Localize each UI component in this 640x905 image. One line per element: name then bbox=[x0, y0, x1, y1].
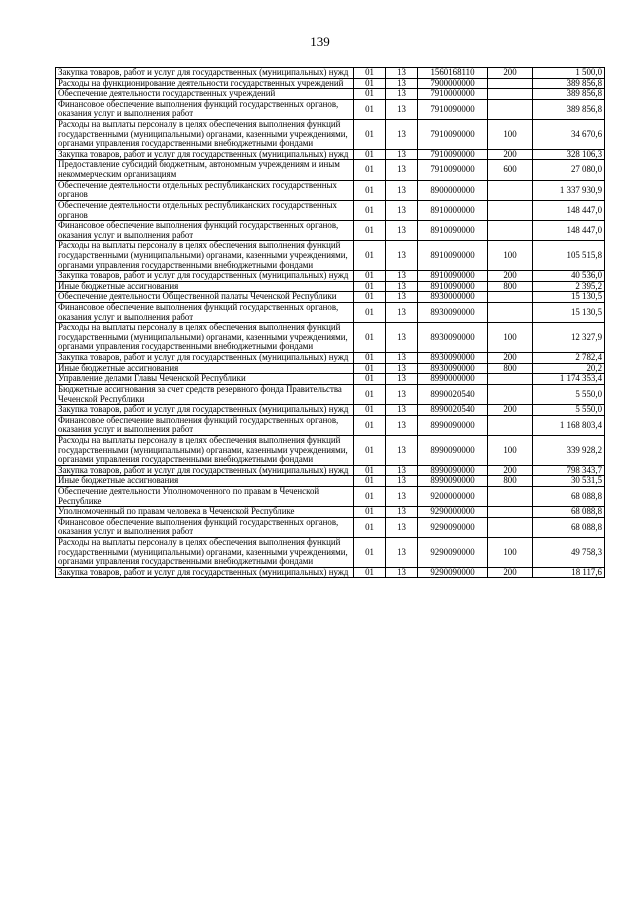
row-expense-type: 800 bbox=[488, 363, 533, 374]
row-expense-type bbox=[488, 78, 533, 89]
row-section: 01 bbox=[354, 271, 386, 282]
row-amount: 105 515,8 bbox=[533, 241, 605, 271]
row-section: 01 bbox=[354, 476, 386, 487]
row-subsection: 13 bbox=[386, 374, 418, 385]
table-row bbox=[56, 120, 605, 150]
row-subsection: 13 bbox=[386, 89, 418, 100]
row-expense-type bbox=[488, 486, 533, 506]
table-row bbox=[56, 160, 605, 180]
table-row bbox=[56, 89, 605, 100]
row-section: 01 bbox=[354, 241, 386, 271]
row-subsection: 13 bbox=[386, 507, 418, 518]
row-section: 01 bbox=[354, 68, 386, 79]
row-target-article: 9290090000 bbox=[418, 538, 488, 568]
row-target-article: 8990090000 bbox=[418, 415, 488, 435]
row-target-article: 7910090000 bbox=[418, 120, 488, 150]
row-section: 01 bbox=[354, 353, 386, 364]
row-amount: 30 531,5 bbox=[533, 476, 605, 487]
row-description: Бюджетные ассигнования за счет средств резервного фонда Правительства Чеченской Республики bbox=[56, 384, 354, 404]
row-subsection: 13 bbox=[386, 567, 418, 578]
row-description: Финансовое обеспечение выполнения функций государственных органов, оказания услуг и выполнения работ bbox=[56, 221, 354, 241]
row-target-article: 8930090000 bbox=[418, 303, 488, 323]
row-target-article: 8990020540 bbox=[418, 384, 488, 404]
row-description: Обеспечение деятельности отдельных республиканских государственных органов bbox=[56, 180, 354, 200]
row-subsection: 13 bbox=[386, 517, 418, 537]
row-description: Закупка товаров, работ и услуг для государственных (муниципальных) нужд bbox=[56, 405, 354, 416]
row-section: 01 bbox=[354, 517, 386, 537]
row-amount: 1 174 353,4 bbox=[533, 374, 605, 385]
row-target-article: 9290000000 bbox=[418, 507, 488, 518]
row-subsection: 13 bbox=[386, 435, 418, 465]
row-section: 01 bbox=[354, 465, 386, 476]
row-section: 01 bbox=[354, 538, 386, 568]
row-description: Управление делами Главы Чеченской Республики bbox=[56, 374, 354, 385]
table-row bbox=[56, 180, 605, 200]
row-amount: 2 395,2 bbox=[533, 281, 605, 292]
row-target-article: 7910090000 bbox=[418, 99, 488, 119]
budget-table-body bbox=[56, 68, 605, 578]
row-target-article: 8910090000 bbox=[418, 221, 488, 241]
row-amount: 49 758,3 bbox=[533, 538, 605, 568]
row-expense-type bbox=[488, 517, 533, 537]
row-expense-type: 800 bbox=[488, 281, 533, 292]
row-expense-type bbox=[488, 384, 533, 404]
table-row bbox=[56, 415, 605, 435]
row-expense-type: 100 bbox=[488, 435, 533, 465]
row-amount: 1 337 930,9 bbox=[533, 180, 605, 200]
row-expense-type: 100 bbox=[488, 241, 533, 271]
row-subsection: 13 bbox=[386, 465, 418, 476]
row-expense-type: 200 bbox=[488, 68, 533, 79]
row-description: Закупка товаров, работ и услуг для государственных (муниципальных) нужд bbox=[56, 68, 354, 79]
row-expense-type: 200 bbox=[488, 149, 533, 160]
row-section: 01 bbox=[354, 78, 386, 89]
row-target-article: 7900000000 bbox=[418, 78, 488, 89]
row-target-article: 7910000000 bbox=[418, 89, 488, 100]
row-subsection: 13 bbox=[386, 68, 418, 79]
row-subsection: 13 bbox=[386, 221, 418, 241]
row-description: Обеспечение деятельности Уполномоченного по правам в Чеченской Республике bbox=[56, 486, 354, 506]
row-subsection: 13 bbox=[386, 149, 418, 160]
row-amount: 798 343,7 bbox=[533, 465, 605, 476]
row-amount: 389 856,8 bbox=[533, 89, 605, 100]
row-section: 01 bbox=[354, 221, 386, 241]
row-target-article: 7910090000 bbox=[418, 149, 488, 160]
row-amount: 15 130,5 bbox=[533, 292, 605, 303]
row-description: Иные бюджетные ассигнования bbox=[56, 281, 354, 292]
row-section: 01 bbox=[354, 405, 386, 416]
row-target-article: 8910000000 bbox=[418, 200, 488, 220]
row-target-article: 8930090000 bbox=[418, 323, 488, 353]
row-expense-type bbox=[488, 99, 533, 119]
row-description: Финансовое обеспечение выполнения функций государственных органов, оказания услуг и выполнения работ bbox=[56, 303, 354, 323]
table-row bbox=[56, 221, 605, 241]
row-section: 01 bbox=[354, 374, 386, 385]
row-section: 01 bbox=[354, 303, 386, 323]
row-target-article: 9290090000 bbox=[418, 567, 488, 578]
row-amount: 12 327,9 bbox=[533, 323, 605, 353]
row-section: 01 bbox=[354, 323, 386, 353]
table-row bbox=[56, 271, 605, 282]
row-target-article: 8910090000 bbox=[418, 241, 488, 271]
row-amount: 68 088,8 bbox=[533, 486, 605, 506]
row-description: Расходы на выплаты персоналу в целях обеспечения выполнения функций государственными (муниципальными) органами, казенными учреждениями, органами управления государственными внебюджетными фондами bbox=[56, 323, 354, 353]
row-description: Обеспечение деятельности отдельных республиканских государственных органов bbox=[56, 200, 354, 220]
page-number: 139 bbox=[310, 34, 330, 49]
row-description: Иные бюджетные ассигнования bbox=[56, 476, 354, 487]
row-subsection: 13 bbox=[386, 200, 418, 220]
row-amount: 15 130,5 bbox=[533, 303, 605, 323]
table-row bbox=[56, 281, 605, 292]
row-target-article: 9290090000 bbox=[418, 517, 488, 537]
row-subsection: 13 bbox=[386, 538, 418, 568]
row-section: 01 bbox=[354, 281, 386, 292]
row-subsection: 13 bbox=[386, 323, 418, 353]
row-section: 01 bbox=[354, 567, 386, 578]
row-target-article: 8990000000 bbox=[418, 374, 488, 385]
row-expense-type bbox=[488, 89, 533, 100]
table-row bbox=[56, 292, 605, 303]
row-expense-type bbox=[488, 374, 533, 385]
row-description: Иные бюджетные ассигнования bbox=[56, 363, 354, 374]
row-section: 01 bbox=[354, 120, 386, 150]
row-section: 01 bbox=[354, 363, 386, 374]
table-row bbox=[56, 78, 605, 89]
row-subsection: 13 bbox=[386, 241, 418, 271]
row-expense-type bbox=[488, 292, 533, 303]
row-section: 01 bbox=[354, 99, 386, 119]
row-target-article: 8990090000 bbox=[418, 435, 488, 465]
table-row bbox=[56, 405, 605, 416]
row-expense-type: 100 bbox=[488, 538, 533, 568]
row-target-article: 8910090000 bbox=[418, 281, 488, 292]
row-section: 01 bbox=[354, 160, 386, 180]
table-row bbox=[56, 200, 605, 220]
row-amount: 68 088,8 bbox=[533, 507, 605, 518]
row-section: 01 bbox=[354, 200, 386, 220]
row-section: 01 bbox=[354, 507, 386, 518]
row-target-article: 9200000000 bbox=[418, 486, 488, 506]
row-amount: 389 856,8 bbox=[533, 78, 605, 89]
row-expense-type: 100 bbox=[488, 120, 533, 150]
row-target-article: 8990090000 bbox=[418, 476, 488, 487]
row-expense-type bbox=[488, 507, 533, 518]
row-subsection: 13 bbox=[386, 271, 418, 282]
row-amount: 34 670,6 bbox=[533, 120, 605, 150]
row-amount: 20,2 bbox=[533, 363, 605, 374]
row-expense-type bbox=[488, 180, 533, 200]
row-expense-type: 200 bbox=[488, 271, 533, 282]
table-row bbox=[56, 241, 605, 271]
row-expense-type: 800 bbox=[488, 476, 533, 487]
row-amount: 389 856,8 bbox=[533, 99, 605, 119]
row-description: Закупка товаров, работ и услуг для государственных (муниципальных) нужд bbox=[56, 353, 354, 364]
table-row bbox=[56, 476, 605, 487]
table-row bbox=[56, 99, 605, 119]
row-target-article: 8990020540 bbox=[418, 405, 488, 416]
row-subsection: 13 bbox=[386, 384, 418, 404]
row-amount: 1 500,0 bbox=[533, 68, 605, 79]
row-amount: 339 928,2 bbox=[533, 435, 605, 465]
row-subsection: 13 bbox=[386, 99, 418, 119]
row-subsection: 13 bbox=[386, 353, 418, 364]
row-description: Финансовое обеспечение выполнения функций государственных органов, оказания услуг и выполнения работ bbox=[56, 517, 354, 537]
table-row bbox=[56, 303, 605, 323]
row-section: 01 bbox=[354, 384, 386, 404]
row-description: Закупка товаров, работ и услуг для государственных (муниципальных) нужд bbox=[56, 149, 354, 160]
row-amount: 1 168 803,4 bbox=[533, 415, 605, 435]
table-row bbox=[56, 567, 605, 578]
table-row bbox=[56, 363, 605, 374]
row-subsection: 13 bbox=[386, 405, 418, 416]
row-subsection: 13 bbox=[386, 363, 418, 374]
row-amount: 2 782,4 bbox=[533, 353, 605, 364]
row-section: 01 bbox=[354, 292, 386, 303]
row-subsection: 13 bbox=[386, 292, 418, 303]
row-description: Финансовое обеспечение выполнения функций государственных органов, оказания услуг и выполнения работ bbox=[56, 415, 354, 435]
row-section: 01 bbox=[354, 486, 386, 506]
row-expense-type: 200 bbox=[488, 465, 533, 476]
row-section: 01 bbox=[354, 435, 386, 465]
row-description: Закупка товаров, работ и услуг для государственных (муниципальных) нужд bbox=[56, 567, 354, 578]
row-description: Расходы на выплаты персоналу в целях обеспечения выполнения функций государственными (муниципальными) органами, казенными учреждениями, органами управления государственными внебюджетными фондами bbox=[56, 538, 354, 568]
row-description: Закупка товаров, работ и услуг для государственных (муниципальных) нужд bbox=[56, 465, 354, 476]
row-description: Предоставление субсидий бюджетным, автономным учреждениям и иным некоммерческим организациям bbox=[56, 160, 354, 180]
row-subsection: 13 bbox=[386, 120, 418, 150]
row-description: Расходы на выплаты персоналу в целях обеспечения выполнения функций государственными (муниципальными) органами, казенными учреждениями, органами управления государственными внебюджетными фондами bbox=[56, 435, 354, 465]
row-subsection: 13 bbox=[386, 180, 418, 200]
table-row bbox=[56, 435, 605, 465]
row-target-article: 8990090000 bbox=[418, 465, 488, 476]
row-subsection: 13 bbox=[386, 476, 418, 487]
row-section: 01 bbox=[354, 89, 386, 100]
row-description: Финансовое обеспечение выполнения функций государственных органов, оказания услуг и выполнения работ bbox=[56, 99, 354, 119]
table-row bbox=[56, 68, 605, 79]
row-expense-type: 100 bbox=[488, 323, 533, 353]
row-amount: 68 088,8 bbox=[533, 517, 605, 537]
row-amount: 328 106,3 bbox=[533, 149, 605, 160]
row-subsection: 13 bbox=[386, 281, 418, 292]
row-subsection: 13 bbox=[386, 160, 418, 180]
row-description: Обеспечение деятельности государственных учреждений bbox=[56, 89, 354, 100]
row-section: 01 bbox=[354, 180, 386, 200]
row-description: Обеспечение деятельности Общественной палаты Чеченской Республики bbox=[56, 292, 354, 303]
row-expense-type: 200 bbox=[488, 405, 533, 416]
table-row bbox=[56, 538, 605, 568]
row-expense-type bbox=[488, 415, 533, 435]
row-description: Уполномоченный по правам человека в Чеченской Республике bbox=[56, 507, 354, 518]
row-amount: 148 447,0 bbox=[533, 221, 605, 241]
row-expense-type: 200 bbox=[488, 567, 533, 578]
row-amount: 5 550,0 bbox=[533, 405, 605, 416]
row-description: Закупка товаров, работ и услуг для государственных (муниципальных) нужд bbox=[56, 271, 354, 282]
row-section: 01 bbox=[354, 415, 386, 435]
row-target-article: 8930000000 bbox=[418, 292, 488, 303]
row-amount: 18 117,6 bbox=[533, 567, 605, 578]
table-row bbox=[56, 465, 605, 476]
row-expense-type bbox=[488, 303, 533, 323]
row-expense-type: 600 bbox=[488, 160, 533, 180]
row-target-article: 8930090000 bbox=[418, 353, 488, 364]
table-row bbox=[56, 517, 605, 537]
row-description: Расходы на выплаты персоналу в целях обеспечения выполнения функций государственными (муниципальными) органами, казенными учреждениями, органами управления государственными внебюджетными фондами bbox=[56, 120, 354, 150]
row-amount: 148 447,0 bbox=[533, 200, 605, 220]
row-section: 01 bbox=[354, 149, 386, 160]
row-target-article: 1560168110 bbox=[418, 68, 488, 79]
row-target-article: 7910090000 bbox=[418, 160, 488, 180]
table-row bbox=[56, 353, 605, 364]
row-description: Расходы на функционирование деятельности государственных учреждений bbox=[56, 78, 354, 89]
row-target-article: 8910090000 bbox=[418, 271, 488, 282]
table-row bbox=[56, 323, 605, 353]
row-amount: 27 080,0 bbox=[533, 160, 605, 180]
table-row bbox=[56, 486, 605, 506]
table-row bbox=[56, 507, 605, 518]
row-target-article: 8900000000 bbox=[418, 180, 488, 200]
row-subsection: 13 bbox=[386, 486, 418, 506]
row-expense-type: 200 bbox=[488, 353, 533, 364]
row-subsection: 13 bbox=[386, 78, 418, 89]
row-expense-type bbox=[488, 221, 533, 241]
table-row bbox=[56, 149, 605, 160]
table-row bbox=[56, 384, 605, 404]
row-amount: 5 550,0 bbox=[533, 384, 605, 404]
row-amount: 40 536,0 bbox=[533, 271, 605, 282]
row-target-article: 8930090000 bbox=[418, 363, 488, 374]
row-expense-type bbox=[488, 200, 533, 220]
row-subsection: 13 bbox=[386, 303, 418, 323]
row-description: Расходы на выплаты персоналу в целях обеспечения выполнения функций государственными (муниципальными) органами, казенными учреждениями, органами управления государственными внебюджетными фондами bbox=[56, 241, 354, 271]
table-row bbox=[56, 374, 605, 385]
row-subsection: 13 bbox=[386, 415, 418, 435]
budget-table bbox=[55, 67, 605, 578]
